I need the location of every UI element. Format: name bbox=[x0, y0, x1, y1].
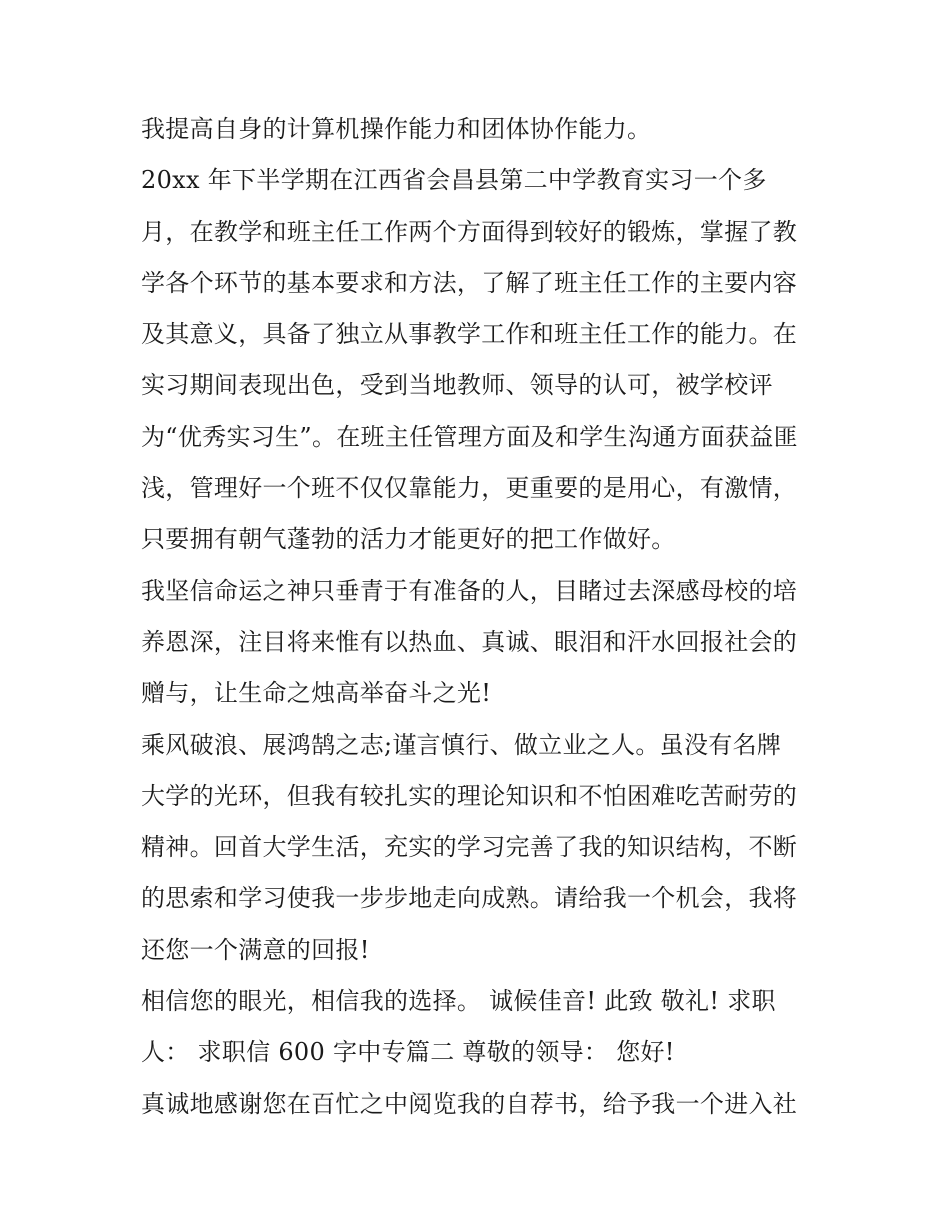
text-line: 精神。回首大学生活，充实的学习完善了我的知识结构，不断 bbox=[141, 833, 798, 862]
text-line: 相信您的眼光，相信我的选择。 诚候佳音! 此致 敬礼! 求职 bbox=[141, 987, 776, 1016]
text-line: 月，在教学和班主任工作两个方面得到较好的锻炼，掌握了教 bbox=[141, 217, 798, 246]
text-line: 乘风破浪、展鸿鹄之志;谨言慎行、做立业之人。虽没有名牌 bbox=[141, 730, 782, 759]
text-line: 大学的光环，但我有较扎实的理论知识和不怕困难吃苦耐劳的 bbox=[141, 781, 798, 810]
text-line: 为“优秀实习生”。在班主任管理方面及和学生沟通方面获益匪 bbox=[141, 422, 798, 451]
text-line: 还您一个满意的回报! bbox=[141, 935, 370, 964]
text-line: 只要拥有朝气蓬勃的活力才能更好的把工作做好。 bbox=[141, 525, 676, 554]
text-line: 我坚信命运之神只垂青于有准备的人，目睹过去深感母校的培 bbox=[141, 576, 798, 605]
document-body bbox=[141, 104, 821, 1130]
text-line: 学各个环节的基本要求和方法，了解了班主任工作的主要内容 bbox=[141, 268, 798, 297]
text-line: 20xx 年下半学期在江西省会昌县第二中学教育实习一个多 bbox=[141, 166, 767, 195]
text-line: 实习期间表现出色，受到当地教师、领导的认可，被学校评 bbox=[141, 371, 773, 400]
text-line: 及其意义，具备了独立从事教学工作和班主任工作的能力。在 bbox=[141, 320, 798, 349]
text-line: 养恩深，注目将来惟有以热血、真诚、眼泪和汗水回报社会的 bbox=[141, 627, 798, 656]
text-line: 真诚地感谢您在百忙之中阅览我的自荐书，给予我一个进入社 bbox=[141, 1089, 798, 1118]
text-line: 我提高自身的计算机操作能力和团体协作能力。 bbox=[141, 115, 652, 143]
text-line: 浅，管理好一个班不仅仅靠能力，更重要的是用心，有激情， bbox=[141, 474, 798, 503]
text-line: 赠与，让生命之烛高举奋斗之光! bbox=[141, 679, 492, 708]
text-line: 的思索和学习使我一步步地走向成熟。请给我一个机会，我将 bbox=[141, 884, 798, 913]
text-line: 人： 求职信 600 字中专篇二 尊敬的领导： 您好! bbox=[141, 1038, 675, 1067]
